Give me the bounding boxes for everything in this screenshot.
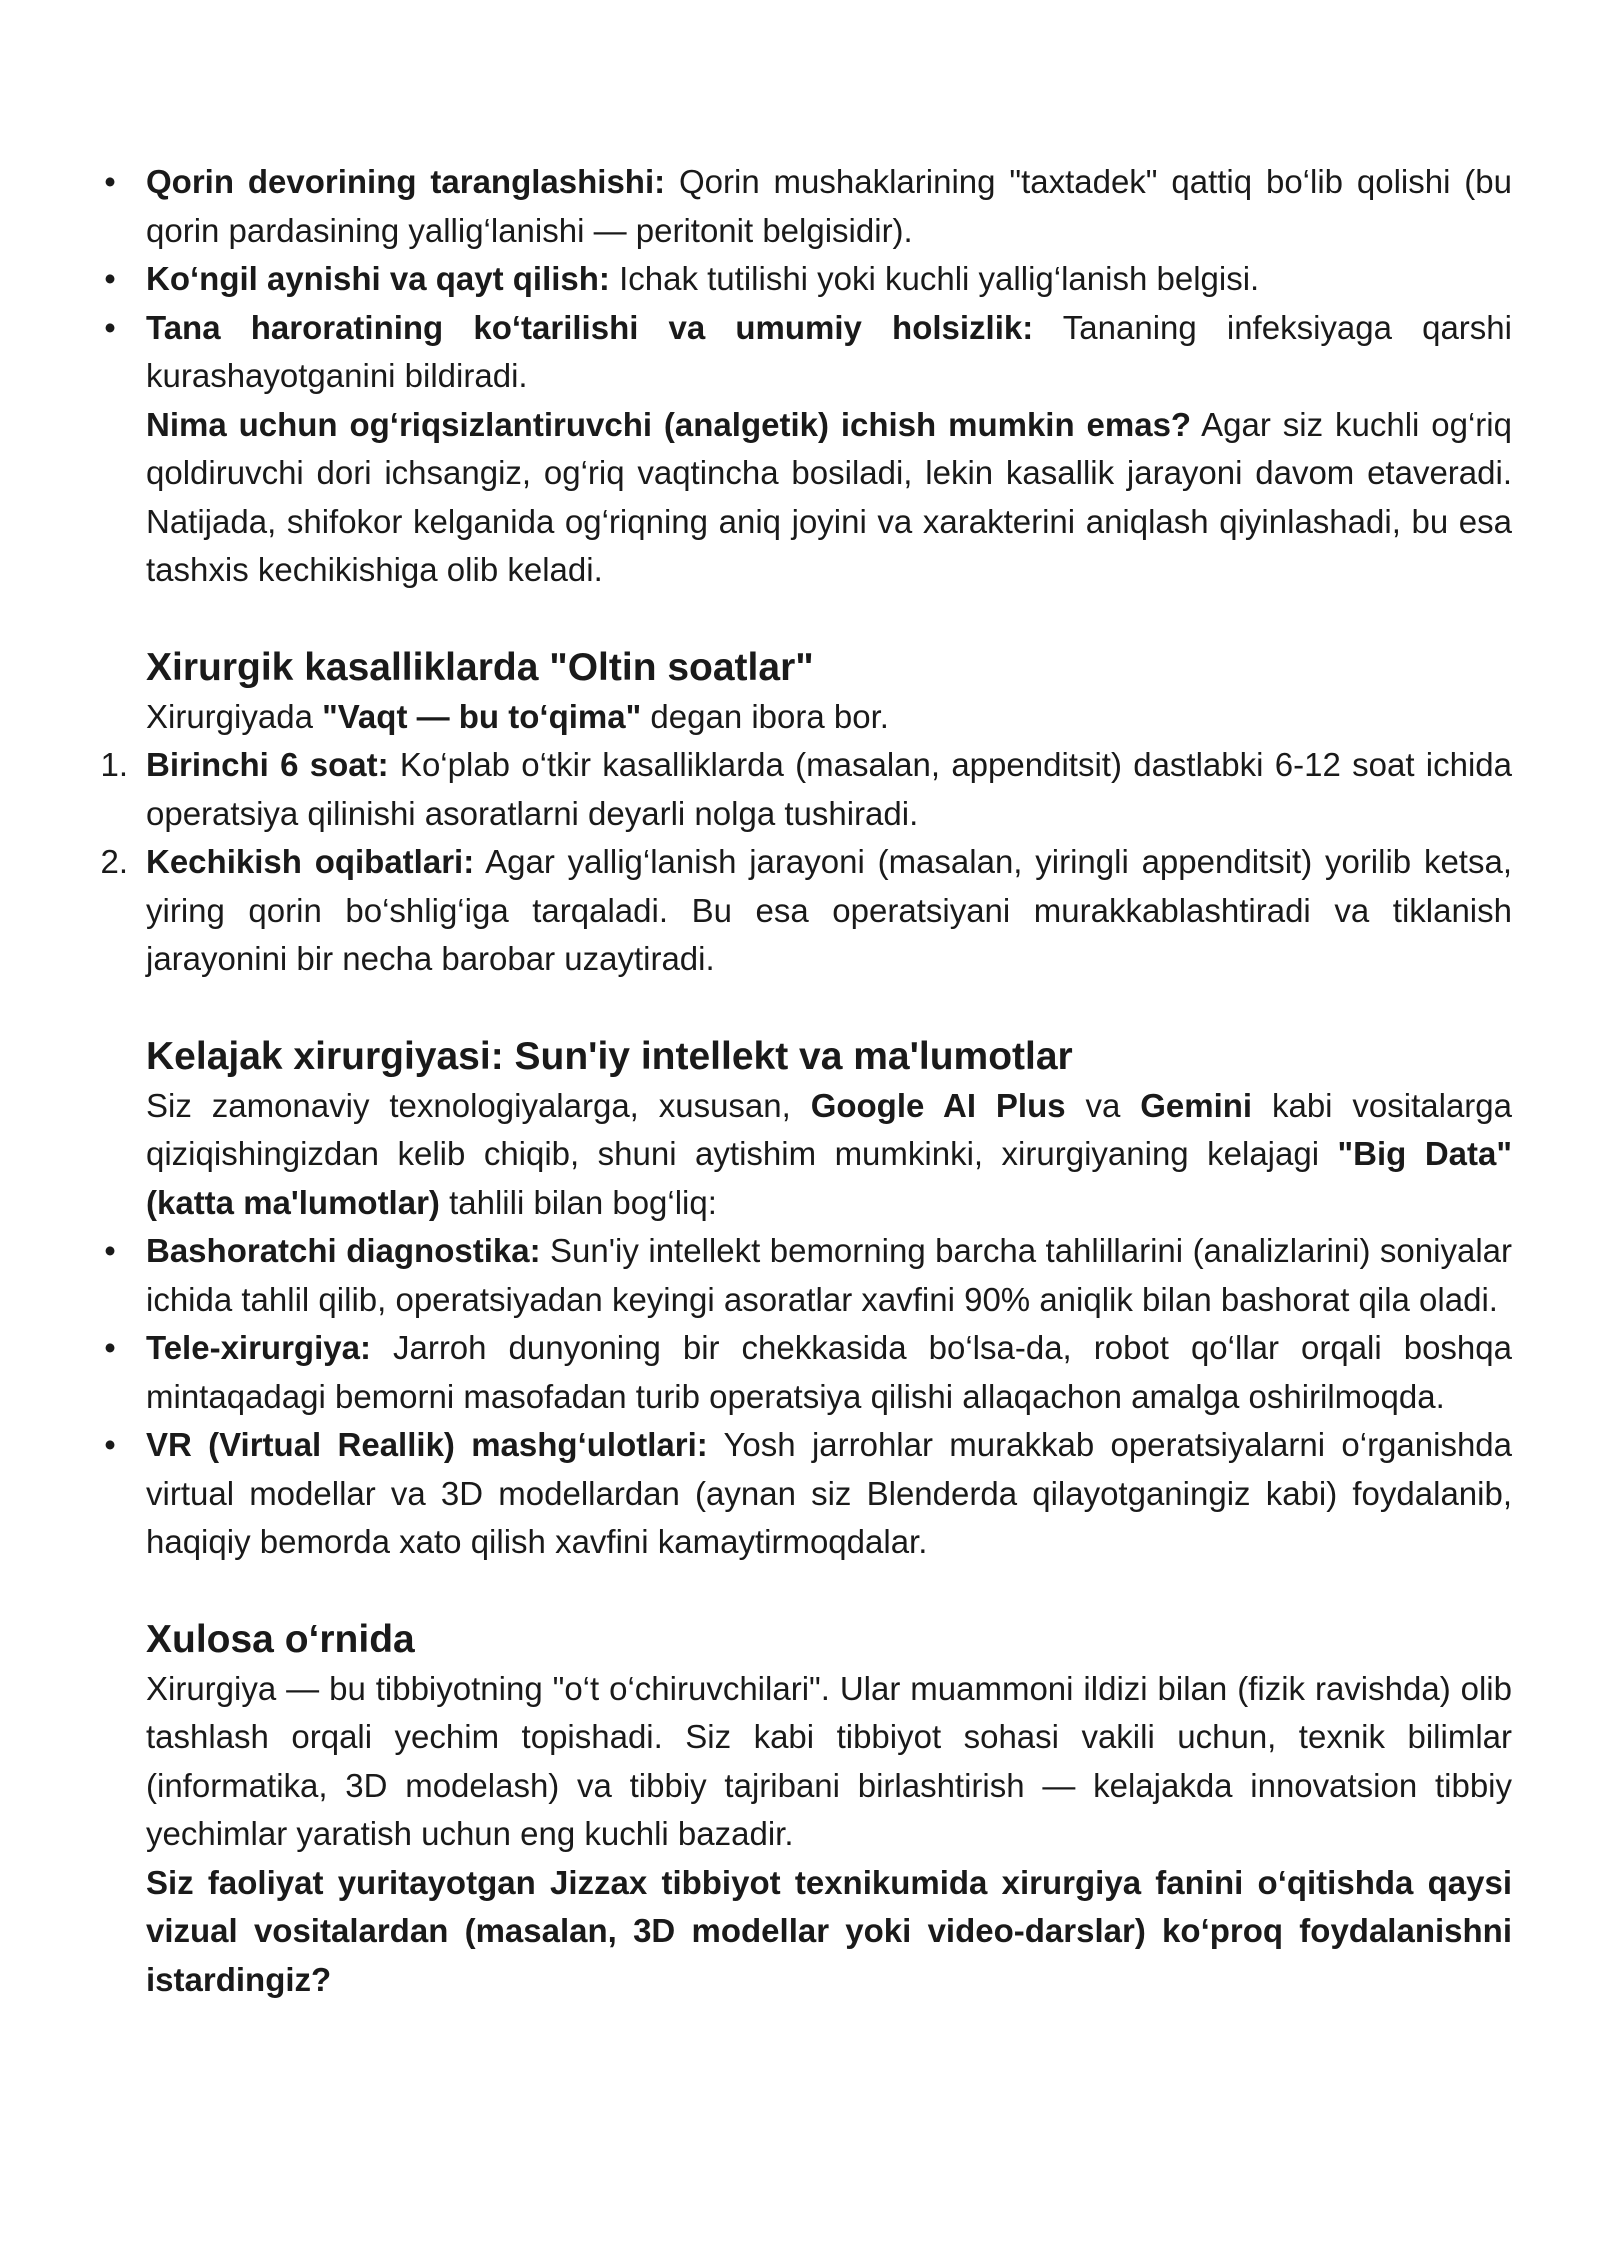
list-item: • VR (Virtual Reallik) mashg‘ulotlari: Yosh jarrohlar murakkab operatsiyalarni o‘rganishda virtual modellar va 3D modellardan (aynan siz Blenderda qilayotganingiz kabi) foydalanib, haqiqiy bemorda xato qilish xavfini kamaytirmoqdalar.: [146, 1421, 1512, 1567]
bullet-icon: •: [104, 260, 116, 297]
list-item: • Tele-xirurgiya: Jarroh dunyoning bir chekkasida bo‘lsa-da, robot qo‘llar orqali boshqa mintaqadagi bemorni masofadan turib operatsiya qilishi allaqachon amalga oshirilmoqda.: [146, 1324, 1512, 1421]
list-number: 2.: [100, 843, 128, 880]
bullet-icon: •: [104, 163, 116, 200]
list-item: 2. Kechikish oqibatlari: Agar yallig‘lanish jarayoni (masalan, yiringli appenditsit) yorilib ketsa, yiring qorin bo‘shlig‘iga tarqaladi. Bu esa operatsiyani murakkablashtiradi va tiklanish jarayonini bir necha barobar uzaytiradi.: [146, 838, 1512, 984]
numbered-list: [100, 741, 1512, 984]
document-page: [100, 158, 1513, 2004]
list-number: 1.: [100, 746, 128, 783]
section-heading-conclusion: Xulosa o‘rnida: [146, 1617, 415, 1661]
symptom-list: [104, 158, 1513, 401]
list-item: • Tana haroratining ko‘tarilishi va umumiy holsizlik: Tananing infeksiyaga qarshi kurashayotganini bildiradi.: [146, 304, 1512, 401]
section-intro: Xirurgiyada "Vaqt — bu to‘qima" degan ibora bor.: [146, 697, 889, 735]
bullet-icon: •: [104, 1426, 116, 1463]
bullet-icon: •: [104, 1232, 116, 1269]
list-item: • Bashoratchi diagnostika: Sun'iy intellekt bemorning barcha tahlillarini (analizlarini) soniyalar ichida tahlil qilib, operatsiyadan keyingi asoratlar xavfini 90% aniqlik bilan bashorat qila oladi.: [146, 1227, 1512, 1324]
section-intro: Siz zamonaviy texnologiyalarga, xususan, Google AI Plus va Gemini kabi vositalarga qiziqishingizdan kelib chiqib, shuni aytishim mumkinki, xirurgiyaning kelajagi "Big Data" (katta ma'lumotlar) tahlili bilan bog‘liq:: [146, 1086, 1512, 1221]
conclusion-paragraph: Xirurgiya — bu tibbiyotning "o‘t o‘chiruvchilari". Ular muammoni ildizi bilan (fizik ravishda) olib tashlash orqali yechim topishadi. Siz kabi tibbiyot sohasi vakili uchun, texnik bilimlar (informatika, 3D modelash) va tibbiy tajribani birlashtirish — kelajakda innovatsion tibbiy yechimlar yaratish uchun eng kuchli bazadir.: [146, 1669, 1512, 1852]
list-item: • Qorin devorining taranglashishi: Qorin mushaklarining "taxtadek" qattiq bo‘lib qolishi (bu qorin pardasining yallig‘lanishi — peritonit belgisidir).: [146, 158, 1512, 255]
section-heading-golden-hours: Xirurgik kasalliklarda "Oltin soatlar": [146, 645, 814, 689]
bullet-icon: •: [104, 308, 116, 346]
technology-list: [104, 1227, 1513, 1567]
analgesic-paragraph: Nima uchun og‘riqsizlantiruvchi (analgetik) ichish mumkin emas? Agar siz kuchli og‘riq qoldiruvchi dori ichsangiz, og‘riq vaqtincha bosiladi, lekin kasallik jarayoni davom etaveradi. Natijada, shifokor kelganida og‘riqning aniq joyini va xarakterini aniqlash qiyinlashadi, bu esa tashxis kechikishiga olib keladi.: [146, 405, 1512, 588]
list-item: • Ko‘ngil aynishi va qayt qilish: Ichak tutilishi yoki kuchli yallig‘lanish belgisi.: [146, 255, 1512, 304]
section-heading-future-surgery: Kelajak xirurgiyasi: Sun'iy intellekt va ma'lumotlar: [146, 1034, 1073, 1078]
list-item: 1. Birinchi 6 soat: Ko‘plab o‘tkir kasalliklarda (masalan, appenditsit) dastlabki 6-12 soat ichida operatsiya qilinishi asoratlarni deyarli nolga tushiradi.: [146, 741, 1512, 838]
closing-question: Siz faoliyat yuritayotgan Jizzax tibbiyot texnikumida xirurgiya fanini o‘qitishda qaysi vizual vositalardan (masalan, 3D modellar yoki video-darslar) ko‘proq foydalanishni istardingiz?: [146, 1863, 1512, 1998]
bullet-icon: •: [104, 1329, 116, 1366]
